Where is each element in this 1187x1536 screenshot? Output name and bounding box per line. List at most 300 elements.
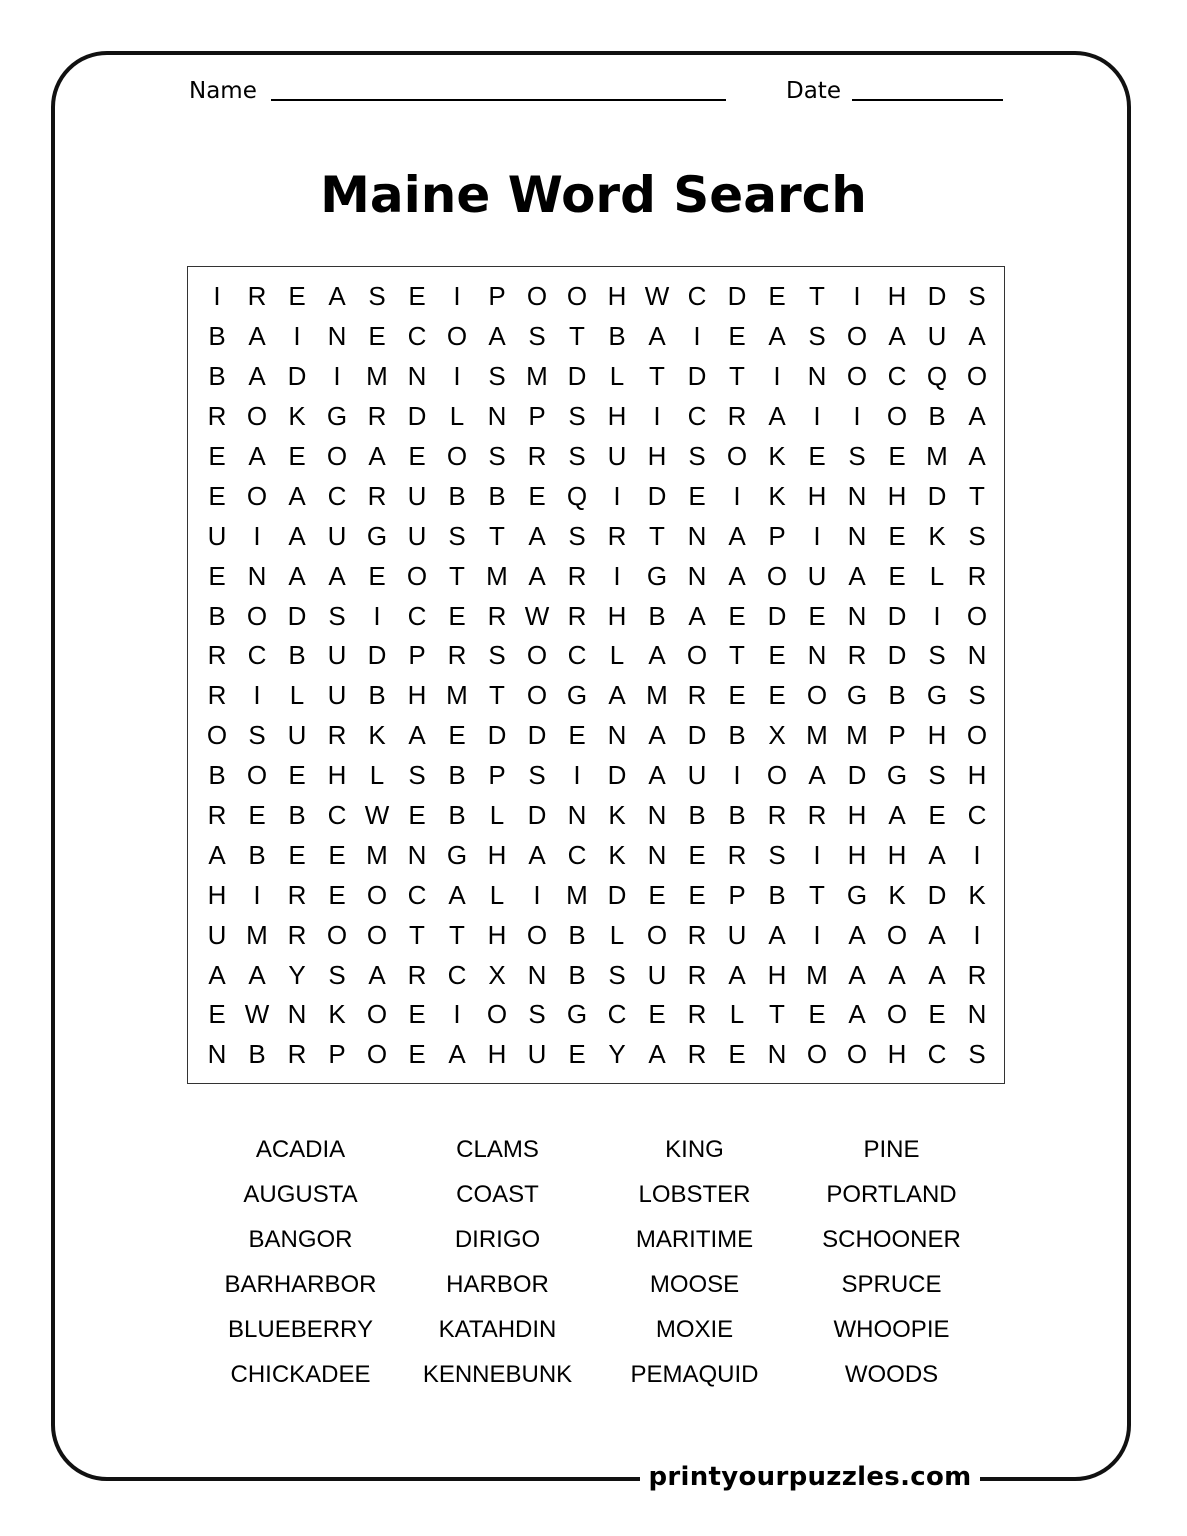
grid-letter[interactable]: R: [207, 640, 227, 671]
grid-letter[interactable]: E: [408, 1039, 426, 1070]
grid-letter[interactable]: I: [613, 560, 621, 591]
grid-letter[interactable]: D: [687, 720, 707, 751]
grid-letter[interactable]: E: [248, 800, 266, 831]
grid-letter[interactable]: B: [448, 480, 466, 511]
grid-letter[interactable]: I: [613, 480, 621, 511]
grid-letter[interactable]: S: [968, 520, 986, 551]
grid-letter[interactable]: E: [808, 999, 826, 1030]
grid-letter[interactable]: W: [364, 800, 390, 831]
grid-letter[interactable]: N: [847, 520, 867, 551]
grid-letter[interactable]: H: [487, 1039, 507, 1070]
grid-letter[interactable]: S: [248, 720, 266, 751]
grid-letter[interactable]: P: [528, 401, 546, 432]
grid-letter[interactable]: O: [966, 600, 988, 631]
grid-letter[interactable]: M: [846, 720, 868, 751]
grid-letter[interactable]: U: [727, 919, 747, 950]
grid-letter[interactable]: O: [686, 640, 708, 671]
grid-letter[interactable]: O: [526, 919, 548, 950]
grid-letter[interactable]: S: [848, 441, 866, 471]
grid-letter[interactable]: P: [488, 760, 506, 791]
grid-letter[interactable]: I: [253, 520, 261, 551]
grid-letter[interactable]: R: [567, 600, 587, 631]
grid-letter[interactable]: B: [248, 1039, 266, 1070]
grid-letter[interactable]: B: [568, 959, 586, 990]
grid-letter[interactable]: E: [328, 879, 346, 910]
grid-letter[interactable]: D: [847, 760, 867, 791]
grid-letter[interactable]: B: [688, 800, 706, 831]
grid-letter[interactable]: E: [728, 600, 746, 631]
grid-letter[interactable]: A: [648, 760, 666, 791]
grid-letter[interactable]: A: [288, 560, 306, 591]
grid-letter[interactable]: T: [449, 560, 465, 591]
grid-letter[interactable]: O: [406, 560, 428, 591]
grid-letter[interactable]: R: [687, 1039, 707, 1070]
grid-letter[interactable]: U: [327, 640, 347, 671]
grid-letter[interactable]: E: [408, 441, 426, 471]
grid-letter[interactable]: H: [327, 760, 347, 791]
grid-letter[interactable]: U: [327, 680, 347, 711]
grid-letter[interactable]: L: [609, 361, 625, 392]
grid-letter[interactable]: W: [244, 999, 270, 1030]
grid-letter[interactable]: L: [289, 680, 305, 711]
grid-letter[interactable]: U: [327, 520, 347, 551]
grid-letter[interactable]: R: [367, 401, 387, 432]
grid-letter[interactable]: H: [887, 281, 907, 312]
grid-letter[interactable]: A: [888, 321, 906, 352]
grid-letter[interactable]: R: [367, 480, 387, 511]
grid-letter[interactable]: A: [848, 959, 866, 990]
grid-letter[interactable]: U: [807, 560, 827, 591]
grid-letter[interactable]: R: [327, 720, 347, 751]
grid-letter[interactable]: M: [446, 680, 468, 711]
grid-letter[interactable]: M: [366, 839, 388, 870]
grid-letter[interactable]: N: [407, 361, 427, 392]
grid-letter[interactable]: H: [407, 680, 427, 711]
grid-letter[interactable]: E: [408, 999, 426, 1030]
grid-letter[interactable]: I: [533, 879, 541, 910]
grid-letter[interactable]: N: [407, 839, 427, 870]
grid-letter[interactable]: E: [208, 560, 226, 591]
grid-letter[interactable]: E: [528, 480, 546, 511]
grid-letter[interactable]: G: [846, 680, 868, 711]
grid-letter[interactable]: O: [846, 1039, 868, 1070]
grid-letter[interactable]: O: [326, 441, 348, 471]
grid-letter[interactable]: A: [768, 919, 786, 950]
grid-letter[interactable]: I: [373, 600, 381, 631]
grid-letter[interactable]: G: [646, 560, 668, 591]
grid-letter[interactable]: G: [886, 760, 908, 791]
grid-letter[interactable]: H: [487, 839, 507, 870]
grid-letter[interactable]: R: [287, 879, 307, 910]
grid-letter[interactable]: T: [569, 321, 585, 352]
grid-letter[interactable]: P: [328, 1039, 346, 1070]
grid-letter[interactable]: A: [248, 361, 266, 392]
grid-letter[interactable]: X: [488, 959, 506, 990]
grid-letter[interactable]: B: [288, 800, 306, 831]
grid-letter[interactable]: R: [767, 800, 787, 831]
grid-letter[interactable]: E: [408, 281, 426, 312]
grid-letter[interactable]: O: [966, 361, 988, 392]
grid-letter[interactable]: C: [887, 361, 907, 392]
grid-letter[interactable]: B: [608, 321, 626, 352]
grid-letter[interactable]: M: [486, 560, 508, 591]
grid-letter[interactable]: N: [847, 600, 867, 631]
grid-letter[interactable]: Y: [608, 1039, 626, 1070]
grid-letter[interactable]: A: [648, 321, 666, 352]
grid-letter[interactable]: B: [208, 760, 226, 791]
grid-letter[interactable]: E: [888, 560, 906, 591]
grid-letter[interactable]: D: [287, 361, 307, 392]
grid-letter[interactable]: I: [213, 281, 221, 312]
grid-letter[interactable]: N: [567, 800, 587, 831]
grid-letter[interactable]: O: [246, 600, 268, 631]
grid-letter[interactable]: A: [328, 560, 346, 591]
grid-letter[interactable]: E: [808, 441, 826, 471]
grid-letter[interactable]: R: [287, 919, 307, 950]
grid-letter[interactable]: R: [527, 441, 547, 471]
grid-letter[interactable]: B: [208, 321, 226, 352]
grid-letter[interactable]: S: [368, 281, 386, 312]
grid-letter[interactable]: R: [847, 640, 867, 671]
grid-letter[interactable]: A: [848, 560, 866, 591]
grid-letter[interactable]: I: [973, 919, 981, 950]
grid-letter[interactable]: M: [366, 361, 388, 392]
grid-letter[interactable]: O: [566, 281, 588, 312]
grid-letter[interactable]: E: [728, 321, 746, 352]
grid-letter[interactable]: B: [448, 800, 466, 831]
grid-letter[interactable]: R: [727, 839, 747, 870]
grid-letter[interactable]: H: [767, 959, 787, 990]
grid-letter[interactable]: B: [728, 720, 746, 751]
grid-letter[interactable]: N: [767, 1039, 787, 1070]
grid-letter[interactable]: O: [526, 281, 548, 312]
grid-letter[interactable]: O: [366, 999, 388, 1030]
grid-letter[interactable]: D: [887, 600, 907, 631]
grid-letter[interactable]: H: [607, 281, 627, 312]
grid-letter[interactable]: K: [888, 879, 906, 910]
grid-letter[interactable]: A: [448, 1039, 466, 1070]
grid-letter[interactable]: R: [287, 1039, 307, 1070]
grid-letter[interactable]: I: [693, 321, 701, 352]
grid-letter[interactable]: K: [768, 480, 786, 511]
grid-letter[interactable]: O: [486, 999, 508, 1030]
grid-letter[interactable]: D: [527, 800, 547, 831]
grid-letter[interactable]: O: [886, 401, 908, 432]
grid-letter[interactable]: A: [288, 520, 306, 551]
grid-letter[interactable]: L: [489, 879, 505, 910]
grid-letter[interactable]: C: [447, 959, 467, 990]
grid-letter[interactable]: N: [527, 959, 547, 990]
grid-letter[interactable]: R: [487, 600, 507, 631]
grid-letter[interactable]: B: [208, 600, 226, 631]
grid-letter[interactable]: P: [728, 879, 746, 910]
grid-letter[interactable]: S: [448, 520, 466, 551]
grid-letter[interactable]: I: [813, 839, 821, 870]
grid-letter[interactable]: C: [407, 321, 427, 352]
grid-letter[interactable]: M: [806, 959, 828, 990]
grid-letter[interactable]: M: [566, 879, 588, 910]
grid-letter[interactable]: L: [489, 800, 505, 831]
grid-letter[interactable]: U: [527, 1039, 547, 1070]
grid-letter[interactable]: B: [288, 640, 306, 671]
grid-letter[interactable]: A: [728, 959, 746, 990]
grid-letter[interactable]: D: [887, 640, 907, 671]
grid-letter[interactable]: B: [648, 600, 666, 631]
grid-letter[interactable]: D: [927, 480, 947, 511]
grid-letter[interactable]: N: [607, 720, 627, 751]
grid-letter[interactable]: K: [928, 520, 946, 551]
grid-letter[interactable]: N: [687, 520, 707, 551]
grid-letter[interactable]: I: [773, 361, 781, 392]
grid-letter[interactable]: G: [926, 680, 948, 711]
grid-letter[interactable]: R: [407, 959, 427, 990]
grid-letter[interactable]: S: [528, 321, 546, 352]
grid-letter[interactable]: O: [766, 560, 788, 591]
grid-letter[interactable]: S: [768, 839, 786, 870]
grid-letter[interactable]: R: [207, 680, 227, 711]
grid-letter[interactable]: A: [928, 839, 946, 870]
grid-letter[interactable]: C: [327, 480, 347, 511]
grid-letter[interactable]: O: [766, 760, 788, 791]
grid-letter[interactable]: S: [968, 680, 986, 711]
grid-letter[interactable]: I: [813, 401, 821, 432]
grid-letter[interactable]: A: [608, 680, 626, 711]
grid-letter[interactable]: C: [567, 839, 587, 870]
grid-letter[interactable]: S: [488, 441, 506, 471]
grid-letter[interactable]: N: [807, 361, 827, 392]
grid-letter[interactable]: H: [887, 1039, 907, 1070]
grid-letter[interactable]: O: [446, 441, 468, 471]
grid-letter[interactable]: E: [768, 281, 786, 312]
grid-letter[interactable]: S: [568, 401, 586, 432]
grid-letter[interactable]: C: [247, 640, 267, 671]
grid-letter[interactable]: R: [967, 560, 987, 591]
grid-letter[interactable]: H: [807, 480, 827, 511]
grid-letter[interactable]: M: [526, 361, 548, 392]
grid-letter[interactable]: T: [729, 640, 745, 671]
grid-letter[interactable]: E: [408, 800, 426, 831]
grid-letter[interactable]: U: [407, 520, 427, 551]
grid-letter[interactable]: I: [973, 839, 981, 870]
grid-letter[interactable]: D: [767, 600, 787, 631]
grid-letter[interactable]: H: [607, 401, 627, 432]
grid-letter[interactable]: G: [446, 839, 468, 870]
grid-letter[interactable]: K: [608, 839, 626, 870]
grid-letter[interactable]: A: [768, 321, 786, 352]
grid-letter[interactable]: T: [809, 281, 825, 312]
grid-letter[interactable]: N: [647, 839, 667, 870]
grid-letter[interactable]: O: [326, 919, 348, 950]
grid-letter[interactable]: A: [648, 640, 666, 671]
grid-letter[interactable]: R: [687, 919, 707, 950]
grid-letter[interactable]: T: [409, 919, 425, 950]
grid-letter[interactable]: N: [847, 480, 867, 511]
grid-letter[interactable]: E: [808, 600, 826, 631]
grid-letter[interactable]: E: [448, 600, 466, 631]
grid-letter[interactable]: B: [368, 680, 386, 711]
grid-letter[interactable]: O: [246, 401, 268, 432]
grid-letter[interactable]: R: [567, 560, 587, 591]
grid-letter[interactable]: A: [928, 959, 946, 990]
grid-letter[interactable]: Q: [926, 361, 948, 392]
grid-letter[interactable]: A: [248, 959, 266, 990]
grid-letter[interactable]: S: [528, 760, 546, 791]
grid-letter[interactable]: L: [609, 640, 625, 671]
grid-letter[interactable]: N: [287, 999, 307, 1030]
grid-letter[interactable]: R: [687, 999, 707, 1030]
grid-letter[interactable]: I: [933, 600, 941, 631]
grid-letter[interactable]: K: [768, 441, 786, 471]
grid-letter[interactable]: S: [528, 999, 546, 1030]
grid-letter[interactable]: M: [646, 680, 668, 711]
grid-letter[interactable]: S: [408, 760, 426, 791]
grid-letter[interactable]: A: [968, 401, 986, 432]
grid-letter[interactable]: I: [293, 321, 301, 352]
grid-letter[interactable]: I: [253, 680, 261, 711]
grid-letter[interactable]: A: [248, 321, 266, 352]
grid-letter[interactable]: A: [968, 441, 986, 471]
date-input-line[interactable]: [852, 99, 1003, 101]
grid-letter[interactable]: E: [208, 480, 226, 511]
grid-letter[interactable]: A: [968, 321, 986, 352]
grid-letter[interactable]: D: [567, 361, 587, 392]
grid-letter[interactable]: N: [207, 1039, 227, 1070]
grid-letter[interactable]: D: [607, 760, 627, 791]
grid-letter[interactable]: A: [808, 760, 826, 791]
grid-letter[interactable]: O: [726, 441, 748, 471]
grid-letter[interactable]: I: [453, 361, 461, 392]
grid-letter[interactable]: D: [647, 480, 667, 511]
grid-letter[interactable]: A: [728, 520, 746, 551]
grid-letter[interactable]: D: [367, 640, 387, 671]
grid-letter[interactable]: O: [366, 919, 388, 950]
grid-letter[interactable]: I: [653, 401, 661, 432]
grid-letter[interactable]: T: [729, 361, 745, 392]
grid-letter[interactable]: E: [368, 321, 386, 352]
grid-letter[interactable]: S: [688, 441, 706, 471]
grid-letter[interactable]: O: [886, 919, 908, 950]
grid-letter[interactable]: T: [489, 680, 505, 711]
grid-letter[interactable]: D: [407, 401, 427, 432]
grid-letter[interactable]: E: [928, 800, 946, 831]
grid-letter[interactable]: U: [687, 760, 707, 791]
grid-letter[interactable]: E: [288, 441, 306, 471]
grid-letter[interactable]: S: [328, 959, 346, 990]
grid-letter[interactable]: K: [608, 800, 626, 831]
grid-letter[interactable]: S: [328, 600, 346, 631]
grid-letter[interactable]: B: [568, 919, 586, 950]
grid-letter[interactable]: A: [368, 441, 386, 471]
grid-letter[interactable]: H: [887, 480, 907, 511]
grid-letter[interactable]: A: [888, 959, 906, 990]
grid-letter[interactable]: A: [848, 919, 866, 950]
grid-letter[interactable]: G: [846, 879, 868, 910]
grid-letter[interactable]: A: [648, 1039, 666, 1070]
grid-letter[interactable]: T: [649, 361, 665, 392]
grid-letter[interactable]: S: [488, 640, 506, 671]
grid-letter[interactable]: D: [727, 281, 747, 312]
grid-letter[interactable]: R: [607, 520, 627, 551]
grid-letter[interactable]: T: [649, 520, 665, 551]
grid-letter[interactable]: S: [928, 640, 946, 671]
grid-letter[interactable]: E: [728, 680, 746, 711]
grid-letter[interactable]: A: [768, 401, 786, 432]
grid-letter[interactable]: O: [366, 879, 388, 910]
grid-letter[interactable]: A: [848, 999, 866, 1030]
grid-letter[interactable]: B: [448, 760, 466, 791]
grid-letter[interactable]: E: [768, 680, 786, 711]
grid-letter[interactable]: C: [327, 800, 347, 831]
grid-letter[interactable]: U: [607, 441, 627, 471]
grid-letter[interactable]: E: [688, 839, 706, 870]
grid-letter[interactable]: R: [687, 680, 707, 711]
grid-letter[interactable]: N: [247, 560, 267, 591]
grid-letter[interactable]: N: [967, 999, 987, 1030]
grid-letter[interactable]: H: [647, 441, 667, 471]
grid-letter[interactable]: N: [487, 401, 507, 432]
grid-letter[interactable]: A: [688, 600, 706, 631]
grid-letter[interactable]: W: [524, 600, 550, 631]
grid-letter[interactable]: K: [288, 401, 306, 432]
grid-letter[interactable]: O: [846, 321, 868, 352]
grid-letter[interactable]: E: [928, 999, 946, 1030]
grid-letter[interactable]: E: [728, 1039, 746, 1070]
grid-letter[interactable]: E: [328, 839, 346, 870]
grid-letter[interactable]: O: [886, 999, 908, 1030]
grid-letter[interactable]: E: [368, 560, 386, 591]
grid-letter[interactable]: C: [407, 879, 427, 910]
grid-letter[interactable]: A: [288, 480, 306, 511]
grid-letter[interactable]: C: [687, 281, 707, 312]
grid-letter[interactable]: U: [207, 919, 227, 950]
grid-letter[interactable]: D: [927, 879, 947, 910]
grid-letter[interactable]: I: [853, 281, 861, 312]
grid-letter[interactable]: E: [208, 999, 226, 1030]
grid-letter[interactable]: I: [853, 401, 861, 432]
grid-letter[interactable]: S: [488, 361, 506, 392]
grid-letter[interactable]: I: [733, 480, 741, 511]
grid-letter[interactable]: Q: [566, 480, 588, 511]
grid-letter[interactable]: W: [644, 281, 670, 312]
grid-letter[interactable]: C: [687, 401, 707, 432]
grid-letter[interactable]: X: [768, 720, 786, 751]
grid-letter[interactable]: M: [926, 441, 948, 471]
grid-letter[interactable]: B: [248, 839, 266, 870]
grid-letter[interactable]: P: [408, 640, 426, 671]
grid-letter[interactable]: N: [687, 560, 707, 591]
grid-letter[interactable]: R: [447, 640, 467, 671]
grid-letter[interactable]: I: [573, 760, 581, 791]
grid-letter[interactable]: H: [967, 760, 987, 791]
grid-letter[interactable]: U: [207, 520, 227, 551]
grid-letter[interactable]: E: [888, 441, 906, 471]
grid-letter[interactable]: A: [488, 321, 506, 352]
grid-letter[interactable]: D: [287, 600, 307, 631]
grid-letter[interactable]: R: [687, 959, 707, 990]
grid-letter[interactable]: H: [887, 839, 907, 870]
grid-letter[interactable]: M: [246, 919, 268, 950]
grid-letter[interactable]: K: [968, 879, 986, 910]
grid-letter[interactable]: R: [967, 959, 987, 990]
grid-letter[interactable]: B: [488, 480, 506, 511]
grid-letter[interactable]: P: [768, 520, 786, 551]
grid-letter[interactable]: B: [768, 879, 786, 910]
grid-letter[interactable]: U: [287, 720, 307, 751]
grid-letter[interactable]: D: [607, 879, 627, 910]
grid-letter[interactable]: O: [806, 680, 828, 711]
grid-letter[interactable]: H: [847, 800, 867, 831]
grid-letter[interactable]: O: [806, 1039, 828, 1070]
